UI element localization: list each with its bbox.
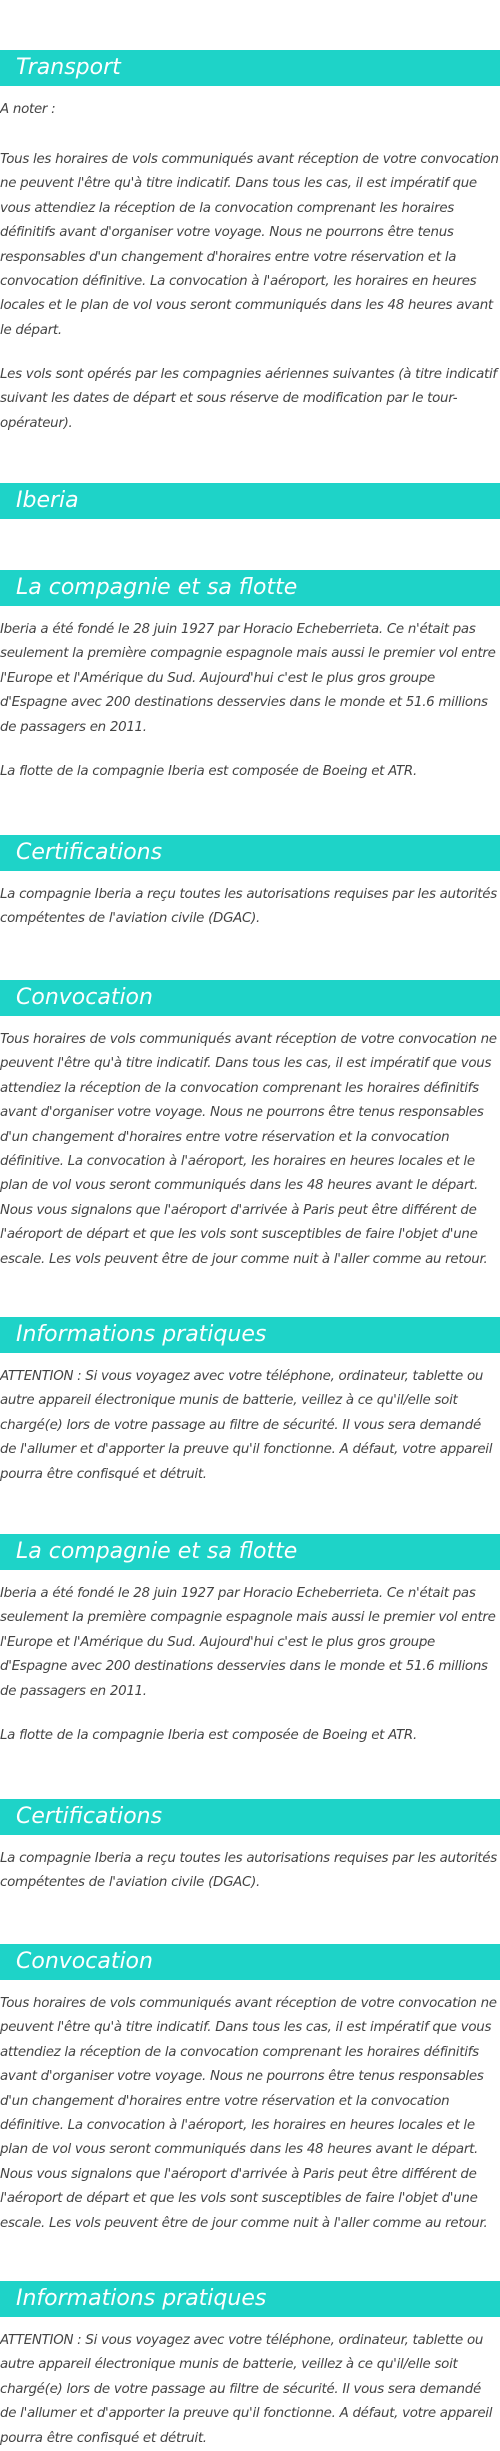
section-header-convocation-1: Convocation [0, 980, 500, 1016]
section-header-infos-1: Informations pratiques [0, 1317, 500, 1353]
section-header-iberia: Iberia [0, 483, 500, 519]
compagnie-2-paragraph-2: La flotte de la compagnie Iberia est composée de Boeing et ATR. [0, 1728, 417, 1743]
compagnie-1-paragraph-1: Iberia a été fondé le 28 juin 1927 par Horacio Echeberrieta. Ce n'était pas seulement la première compagnie espagnole mais aussi le premier vol entre l'Europe et l'Amérique du Sud. Aujourd'hui c'est le plus gros groupe d'Espagne avec 200 destinations desservies dans le monde et 51.6 millions de passagers en 2011. [0, 622, 496, 735]
section-header-compagnie-2: La compagnie et sa flotte [0, 1534, 500, 1570]
compagnie-1-paragraph-2: La flotte de la compagnie Iberia est composée de Boeing et ATR. [0, 764, 417, 779]
transport-paragraph-2: Les vols sont opérés par les compagnies aériennes suivantes (à titre indicatif suivant les dates de départ et sous réserve de modification par le tour-opérateur). [0, 367, 497, 431]
transport-note-label: A noter : [0, 102, 56, 117]
section-header-certifications-1: Certifications [0, 835, 500, 871]
section-header-infos-2: Informations pratiques [0, 2281, 500, 2317]
certifications-2-paragraph: La compagnie Iberia a reçu toutes les autorisations requises par les autorités compétentes de l'aviation civile (DGAC). [0, 1851, 497, 1891]
certifications-1-paragraph: La compagnie Iberia a reçu toutes les autorisations requises par les autorités compétentes de l'aviation civile (DGAC). [0, 887, 497, 927]
section-header-convocation-2: Convocation [0, 1944, 500, 1980]
infos-2-paragraph: ATTENTION : Si vous voyagez avec votre téléphone, ordinateur, tablette ou autre appareil électronique munis de batterie, veillez à ce qu'il/elle soit chargé(e) lors de votre passage au filtre de sécurité. Il vous sera demandé de l'allumer et d'apporter la preuve qu'il fonctionne. A défaut, votre appareil pourra être confisqué et détruit. [0, 2333, 493, 2446]
transport-paragraph-1: Tous les horaires de vols communiqués avant réception de votre convocation ne peuvent l'être qu'à titre indicatif. Dans tous les cas, il est impératif que vous attendiez la réception de la convocation comprenant les horaires définitifs avant d'organiser votre voyage. Nous ne pourrons être tenus responsables d'un changement d'horaires entre votre réservation et la convocation définitive. La convocation à l'aéroport, les horaires en heures locales et le plan de vol vous seront communiqués dans les 48 heures avant le départ. [0, 152, 499, 338]
section-header-certifications-2: Certifications [0, 1799, 500, 1835]
compagnie-2-paragraph-1: Iberia a été fondé le 28 juin 1927 par Horacio Echeberrieta. Ce n'était pas seulement la première compagnie espagnole mais aussi le premier vol entre l'Europe et l'Amérique du Sud. Aujourd'hui c'est le plus gros groupe d'Espagne avec 200 destinations desservies dans le monde et 51.6 millions de passagers en 2011. [0, 1586, 496, 1699]
convocation-1-paragraph: Tous horaires de vols communiqués avant réception de votre convocation ne peuvent l'être qu'à titre indicatif. Dans tous les cas, il est impératif que vous attendiez la réception de la convocation comprenant les horaires définitifs avant d'organiser votre voyage. Nous ne pourrons être tenus responsables d'un changement d'horaires entre votre réservation et la convocation définitive. La convocation à l'aéroport, les horaires en heures locales et le plan de vol vous seront communiqués dans les 48 heures avant le départ. Nous vous signalons que l'aéroport d'arrivée à Paris peut être différent de l'aéroport de départ et que les vols sont susceptibles de faire l'objet d'une escale. Les vols peuvent être de jour comme nuit à l'aller comme au retour. [0, 1032, 497, 1267]
convocation-2-paragraph: Tous horaires de vols communiqués avant réception de votre convocation ne peuvent l'être qu'à titre indicatif. Dans tous les cas, il est impératif que vous attendiez la réception de la convocation comprenant les horaires définitifs avant d'organiser votre voyage. Nous ne pourrons être tenus responsables d'un changement d'horaires entre votre réservation et la convocation définitive. La convocation à l'aéroport, les horaires en heures locales et le plan de vol vous seront communiqués dans les 48 heures avant le départ. Nous vous signalons que l'aéroport d'arrivée à Paris peut être différent de l'aéroport de départ et que les vols sont susceptibles de faire l'objet d'une escale. Les vols peuvent être de jour comme nuit à l'aller comme au retour. [0, 1996, 497, 2231]
infos-1-paragraph: ATTENTION : Si vous voyagez avec votre téléphone, ordinateur, tablette ou autre appareil électronique munis de batterie, veillez à ce qu'il/elle soit chargé(e) lors de votre passage au filtre de sécurité. Il vous sera demandé de l'allumer et d'apporter la preuve qu'il fonctionne. A défaut, votre appareil pourra être confisqué et détruit. [0, 1369, 493, 1482]
section-header-transport: Transport [0, 50, 500, 86]
section-header-compagnie-1: La compagnie et sa flotte [0, 570, 500, 606]
